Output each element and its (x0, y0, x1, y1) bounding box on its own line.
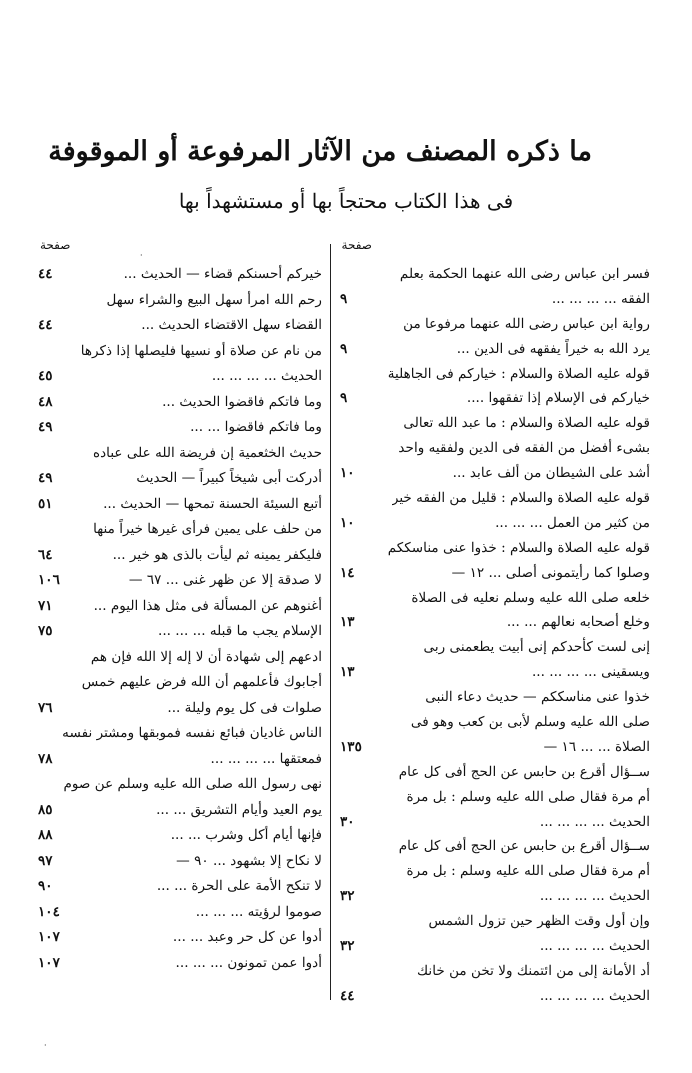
entry-page-number: ١٣ (340, 614, 355, 631)
index-entry (38, 900, 322, 926)
entry-text: القضاء سهل الاقتضاء الحديث ... (141, 317, 322, 333)
entry-page-number: ١٣ (340, 664, 355, 681)
entry-page-number: ٨٥ (38, 801, 53, 818)
entry-text: يوم العيد وأيام التشريق ... ... (156, 801, 322, 818)
entry-page-number: ١٠٦ (38, 572, 60, 588)
entry-text: قوله عليه الصلاة والسلام : قليل من الفقه خير (391, 490, 650, 506)
entry-text: بشىء أفضل من الفقه فى الدين ولفقيه واحد (398, 440, 650, 457)
index-entry (340, 984, 650, 1009)
entry-page-number: ١٤ (340, 564, 355, 581)
entry-page-number: ٩ (340, 290, 348, 307)
entry-text: ســؤال أقرع بن حابس عن الحج أفى كل عام (398, 838, 650, 855)
index-entry (38, 313, 322, 339)
entry-text: الحديث ... ... ... ... (539, 888, 650, 905)
entry-page-number: ٤٥ (38, 368, 53, 384)
entry-text: فسر ابن عباس رضى الله عنهما الحكمة بعلم (399, 265, 650, 282)
entry-text: لا صدقة إلا عن ظهر غنى ... ٦٧ — (128, 572, 322, 588)
entry-text: قوله عليه الصلاة والسلام : خذوا عنى مناسككم (387, 539, 650, 556)
entry-page-number: ٣٠ (340, 813, 355, 830)
entry-text: وخلع أصحابه نعالهم ... ... (506, 614, 650, 631)
entry-text: حديث الخثعمية إن فريضة الله على عباده (93, 444, 322, 461)
entry-text: صلى الله عليه وسلم لأبى بن كعب وهو فى (410, 714, 650, 731)
index-entry (340, 685, 650, 710)
entry-page-number: ٤٤ (38, 266, 53, 282)
entry-text: لا تنكح الأمة على الحرة ... ... (156, 878, 322, 894)
entry-page-number: ٣٢ (340, 938, 355, 955)
entry-page-number: ١٠٤ (38, 903, 60, 920)
entry-page-number: ٩ (340, 340, 348, 357)
column-divider (330, 244, 331, 1000)
entry-text: وصلوا كما رأيتمونى أصلى ... ١٢ — (451, 564, 650, 581)
index-entry (38, 441, 322, 467)
entry-page-number: ٤٩ (38, 419, 53, 435)
index-entry (38, 823, 322, 849)
index-entry (340, 710, 650, 735)
entry-text: أجابوك فأعلمهم أن الله فرض عليهم خمس (81, 674, 322, 690)
entry-text: الحديث ... ... ... ... (539, 987, 650, 1004)
index-entry (340, 834, 650, 859)
entry-text: فليكفر يمينه ثم ليأت بالذى هو خير ... (112, 546, 322, 563)
entry-page-number: ١٠ (340, 514, 355, 531)
entry-text: قوله عليه الصلاة والسلام : خياركم فى الجاهلية (387, 365, 650, 382)
index-entry (38, 517, 322, 543)
index-entry (340, 810, 650, 835)
entry-text: صوموا لرؤيته ... ... ... (195, 903, 322, 920)
index-entry (340, 610, 650, 635)
entry-text: من نام عن صلاة أو نسيها فليصلها إذا ذكرها (80, 342, 322, 359)
entry-page-number: ٣٢ (340, 888, 355, 905)
index-entry (38, 364, 322, 390)
entry-text: أد الأمانة إلى من ائتمنك ولا تخن من خانك (416, 962, 650, 979)
entry-page-number: ٧٥ (38, 623, 53, 639)
entry-text: صلوات فى كل يوم وليلة ... (167, 699, 322, 716)
entry-page-number: ٤٨ (38, 393, 53, 410)
entry-text: الحديث ... ... ... ... (211, 368, 322, 384)
index-entry (38, 849, 322, 875)
index-entry (38, 747, 322, 773)
entry-text: أدوا عمن تمونون ... ... ... (175, 954, 322, 971)
entry-text: من كثير من العمل ... ... ... (495, 514, 650, 531)
index-entry (340, 959, 650, 984)
entry-text: إنى لست كأحدكم إنى أبيت يطعمنى ربى (423, 639, 650, 656)
entry-text: يرد الله به خيراً يفقهه فى الدين ... (456, 340, 650, 357)
entry-text: وما فاتكم فاقضوا ... ... (190, 419, 322, 435)
entry-page-number: ٥١ (38, 495, 53, 512)
entry-page-number: ١٠ (340, 465, 355, 482)
index-entry (340, 337, 650, 362)
index-entry (340, 660, 650, 685)
index-entry (38, 594, 322, 620)
index-entry (340, 312, 650, 337)
entry-text: أغنوهم عن المسألة فى مثل هذا اليوم ... (93, 597, 322, 614)
page-subtitle: فى هذا الكتاب محتجاً بها أو مستشهداً بها (178, 189, 514, 213)
index-entry (340, 486, 650, 511)
index-entry (340, 287, 650, 312)
index-entry (38, 670, 322, 696)
index-entry (340, 436, 650, 461)
index-entry (38, 568, 322, 594)
index-entry (38, 798, 322, 824)
entry-text: أدوا عن كل حر وعبد ... ... (172, 929, 322, 945)
right-index-column (340, 262, 650, 1009)
entry-text: الناس غاديان فبائع نفسه فموبقها ومشتر نفسه (62, 725, 322, 741)
index-entry (38, 339, 322, 365)
page-title: ما ذكره المصنف من الآثار المرفوعة أو الموقوفة (48, 136, 592, 167)
index-entry (38, 874, 322, 900)
entry-text: الحديث ... ... ... ... (539, 813, 650, 830)
entry-text: ادعهم إلى شهادة أن لا إله إلا الله فإن هم (90, 648, 322, 665)
index-entry (38, 772, 322, 798)
index-entry (340, 859, 650, 884)
index-entry (38, 390, 322, 416)
index-entry (38, 645, 322, 671)
index-entry (38, 492, 322, 518)
entry-text: أتبع السيئة الحسنة تمحها — الحديث ... (103, 495, 322, 512)
index-entry (340, 386, 650, 411)
left-index-column (38, 262, 322, 976)
entry-page-number: ٨٨ (38, 827, 53, 843)
index-entry (340, 262, 650, 287)
index-entry (38, 543, 322, 569)
index-entry (340, 561, 650, 586)
index-entry (38, 951, 322, 977)
entry-text: أم مرة فقال صلى الله عليه وسلم : بل مرة (406, 863, 650, 880)
entry-text: ويسقينى ... ... ... ... (531, 664, 650, 681)
entry-page-number: ٧٨ (38, 750, 53, 767)
entry-text: وإن أول وقت الظهر حين تزول الشمس (428, 913, 650, 930)
index-entry (340, 909, 650, 934)
entry-page-number: ٤٤ (38, 317, 53, 333)
entry-page-number: ٩٠ (38, 878, 53, 894)
entry-text: لا نكاح إلا بشهود ... ٩٠ — (176, 852, 322, 869)
entry-text: خياركم فى الإسلام إذا تفقهوا .... (466, 390, 650, 407)
entry-page-number: ٧١ (38, 597, 53, 614)
entry-page-number: ١٠٧ (38, 929, 60, 945)
entry-text: الإسلام يجب ما قبله ... ... ... (158, 623, 322, 639)
index-entry (340, 760, 650, 785)
entry-text: خلعه صلى الله عليه وسلم نعليه فى الصلاة (411, 589, 650, 606)
entry-text: أدركت أبى شيخاً كبيراً — الحديث (136, 470, 322, 486)
entry-page-number: ٤٤ (340, 987, 355, 1004)
left-column-page-header: صفحة (40, 238, 71, 252)
entry-page-number: ٩٧ (38, 852, 53, 869)
entry-page-number: ١٣٥ (340, 738, 362, 755)
stray-dot: · (44, 1041, 47, 1050)
entry-text: خيركم أحسنكم قضاء — الحديث ... (123, 266, 322, 282)
right-column-page-header: صفحة (341, 238, 372, 252)
entry-text: رحم الله امرأ سهل البيع والشراء سهل (106, 291, 322, 308)
index-entry (340, 884, 650, 909)
entry-text: فمعتقها ... ... ... ... (210, 750, 322, 767)
index-entry (38, 619, 322, 645)
entry-text: أشد على الشيطان من ألف عابد ... (452, 465, 650, 482)
index-entry (340, 934, 650, 959)
index-entry (340, 536, 650, 561)
index-entry (38, 721, 322, 747)
entry-page-number: ٦٤ (38, 546, 53, 563)
entry-text: الحديث ... ... ... ... (539, 938, 650, 955)
stray-dot: · (140, 251, 143, 260)
entry-text: رواية ابن عباس رضى الله عنهما مرفوعا من (403, 315, 650, 332)
index-entry (38, 466, 322, 492)
entry-text: قوله عليه الصلاة والسلام : ما عبد الله تعالى (403, 415, 650, 432)
index-entry (38, 262, 322, 288)
entry-text: ســؤال أقرع بن حابس عن الحج أفى كل عام (398, 763, 650, 780)
index-entry (340, 735, 650, 760)
index-entry (38, 925, 322, 951)
entry-text: فإنها أيام أكل وشرب ... ... (170, 827, 322, 843)
index-entry (340, 511, 650, 536)
entry-text: الفقه ... ... ... ... (551, 290, 650, 307)
entry-text: أم مرة فقال صلى الله عليه وسلم : بل مرة (406, 788, 650, 805)
index-entry (38, 415, 322, 441)
index-entry (340, 785, 650, 810)
index-entry (340, 362, 650, 387)
entry-text: الصلاة ... ... ١٦ — (543, 738, 650, 755)
index-entry (340, 461, 650, 486)
entry-page-number: ٩ (340, 390, 348, 407)
index-entry (38, 288, 322, 314)
entry-page-number: ٤٩ (38, 470, 53, 486)
entry-page-number: ٧٦ (38, 699, 53, 716)
entry-text: وما فاتكم فاقضوا الحديث ... (162, 393, 322, 410)
entry-text: خذوا عنى مناسككم — حديث دعاء النبى (425, 689, 650, 706)
index-entry (340, 586, 650, 611)
index-entry (38, 696, 322, 722)
entry-text: نهى رسول الله صلى الله عليه وسلم عن صوم (63, 776, 322, 792)
entry-page-number: ١٠٧ (38, 954, 60, 971)
index-entry (340, 635, 650, 660)
index-entry (340, 411, 650, 436)
entry-text: من حلف على يمين فرأى غيرها خيراً منها (93, 521, 322, 537)
